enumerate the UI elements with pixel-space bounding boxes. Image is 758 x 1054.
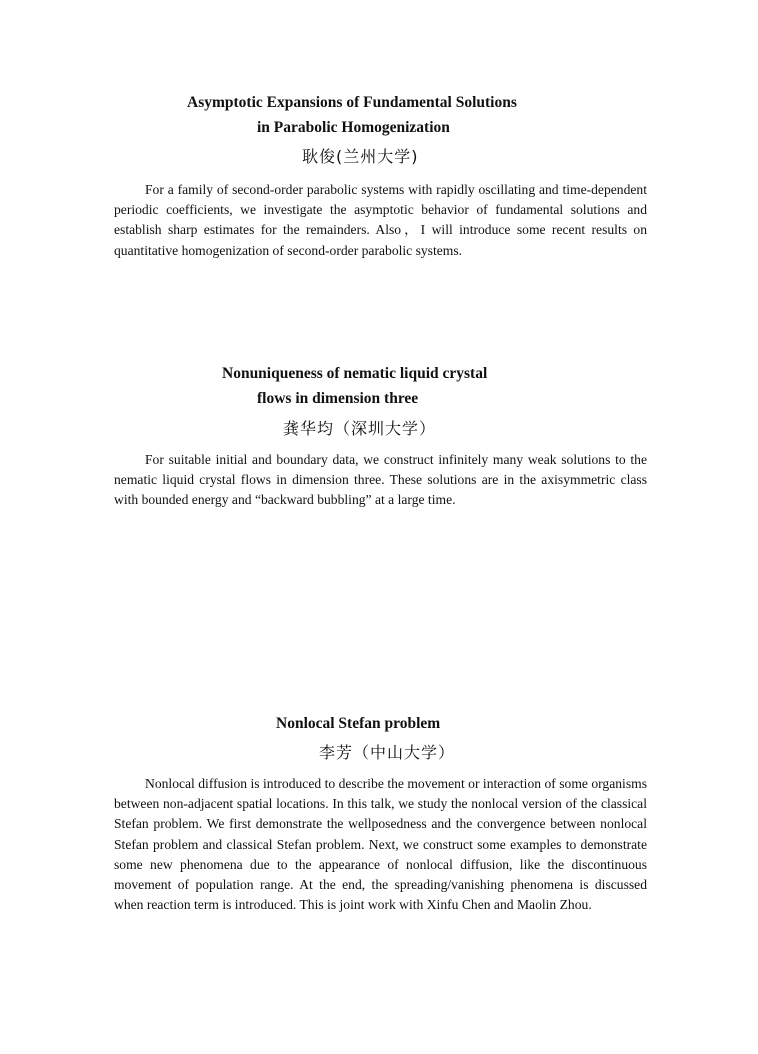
talk-1-title-line-1: Asymptotic Expansions of Fundamental Solutions (187, 94, 517, 111)
talk-1-title-line-2: in Parabolic Homogenization (257, 119, 450, 136)
talk-3-abstract: Nonlocal diffusion is introduced to describe the movement or interaction of some organisms between non-adjacent spatial locations. In this talk, we study the nonlocal version of the classical Stefan problem. We first demonstrate the wellposedness and the convergence between nonlocal Stefan problem and classical Stefan problem. Next, we construct some examples to demonstrate some new phenomena due to the appearance of nonlocal diffusion, like the discontinuous movement of population range. At the end, the spreading/vanishing phenomena is discussed when reaction term is introduced. This is joint work with Xinfu Chen and Maolin Zhou. (114, 776, 647, 913)
talk-3-title: Nonlocal Stefan problem (276, 715, 441, 732)
talk-2-title-line-2: flows in dimension three (257, 390, 419, 407)
talk-2-abstract: For suitable initial and boundary data, we construct infinitely many weak solutions to the nematic liquid crystal flows in dimension three. These solutions are in the axisymmetric class with bounded energy and “backward bubbling” at a large time. (114, 452, 647, 508)
talk-2-author: 龚华均（深圳大学） (283, 419, 437, 438)
talk-1-abstract: For a family of second-order parabolic systems with rapidly oscillating and time-dependent periodic coefficients, we investigate the asymptotic behavior of fundamental solutions and establish sharp estimates for the remainders. Also，I will introduce some recent results on quantitative homogenization of second-order parabolic systems. (114, 182, 647, 258)
talk-3-author: 李芳（中山大学） (319, 743, 456, 762)
talk-1-author: 耿俊(兰州大学) (302, 147, 419, 166)
talk-2-title-line-1: Nonuniqueness of nematic liquid crystal (222, 365, 488, 382)
